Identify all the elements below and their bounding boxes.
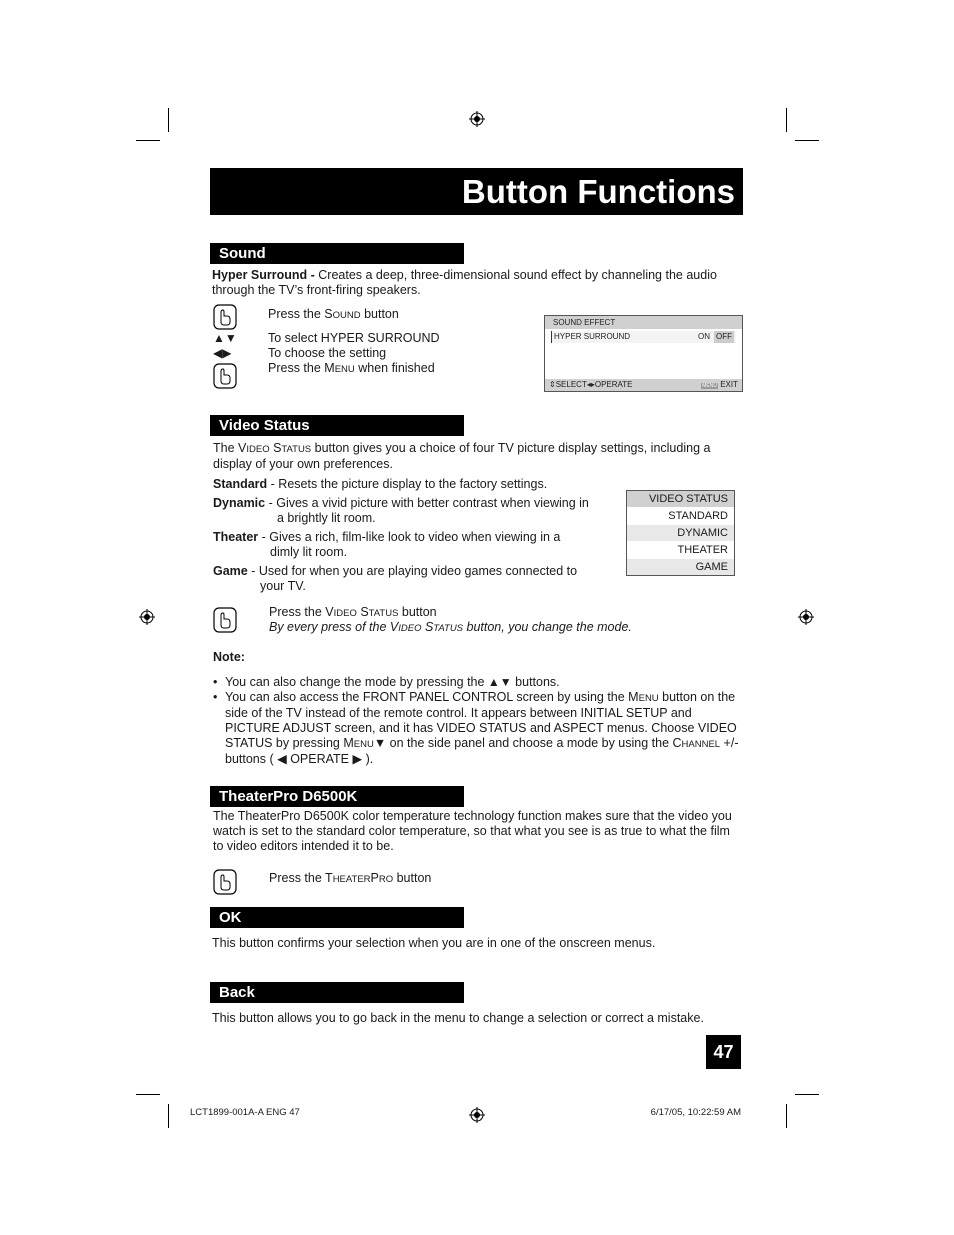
note-text: button on the side of the TV instead of the remote control. It appears between INITIAL SETUP and PICTURE ADJUST screen, and it has VIDEO STATUS and ASPECT menus. Choose VIDEO STATUS by pressing M xyxy=(225,690,737,750)
press-text: Press the V xyxy=(269,605,334,619)
osd-operate-icon: ◂▸ xyxy=(586,380,595,389)
video-status-press xyxy=(269,605,437,621)
note-label: Note: xyxy=(213,650,245,664)
back-text: This button allows you to go back in the menu to change a selection or correct a mistake. xyxy=(212,1011,704,1025)
every-text: button, you change the mode. xyxy=(463,620,632,634)
left-right-arrows-icon: ◀▶ xyxy=(213,346,232,360)
sound-step-2: To select HYPER SURROUND xyxy=(268,331,440,345)
intro-smallcaps: TATUS xyxy=(281,444,312,455)
osd-item: HYPER SURROUND xyxy=(554,332,631,341)
osd-operate: OPERATE xyxy=(594,380,633,389)
theaterpro-press xyxy=(269,871,431,887)
registration-mark-icon xyxy=(798,609,814,625)
note-text: +/- buttons ( ◀ OPERATE ▶ ). xyxy=(225,736,739,766)
note-text: buttons. xyxy=(511,675,560,689)
osd-exit-group xyxy=(701,379,738,392)
press-text: S xyxy=(356,605,369,619)
osd-row-hyper-surround xyxy=(551,331,736,343)
crop-mark xyxy=(786,1104,787,1128)
up-down-arrows-icon: ▲▼ xyxy=(487,675,512,689)
osd-menu-key: MENU xyxy=(702,383,717,389)
osd-footer xyxy=(545,379,742,391)
press-smallcaps: HEATER xyxy=(332,874,371,885)
intro-text: Creates a deep, three-dimensional sound effect by channeling the audio through the TV’s front-firing speakers. xyxy=(212,268,717,297)
section-heading-sound: Sound xyxy=(210,243,464,264)
osd-on: ON xyxy=(698,332,710,341)
step-text: Press the S xyxy=(268,307,333,321)
mode-text: - Resets the picture display to the factory settings. xyxy=(267,477,548,491)
ok-text: This button confirms your selection when you are in one of the onscreen menus. xyxy=(212,936,656,950)
every-smallcaps: IDEO xyxy=(398,623,422,634)
note-smallcaps: ENU xyxy=(638,693,659,704)
mode-term: Dynamic xyxy=(213,496,266,510)
press-button-hand-icon xyxy=(213,607,237,633)
press-smallcaps: IDEO xyxy=(333,608,357,619)
section-heading-back: Back xyxy=(210,982,464,1003)
mode-theater-line2: dimly lit room. xyxy=(270,545,348,559)
crop-mark xyxy=(786,108,787,132)
note-text: You can also access the FRONT PANEL CONTROL screen by using the M xyxy=(225,690,639,704)
section-heading-theaterpro: TheaterPro D6500K xyxy=(210,786,464,807)
footer-right: 6/17/05, 10:22:59 AM xyxy=(650,1107,741,1118)
sound-step-3: To choose the setting xyxy=(268,346,387,360)
step-text: when finished xyxy=(354,361,435,375)
press-button-hand-icon xyxy=(213,304,237,330)
note-item-2 xyxy=(213,690,743,767)
section-heading-video-status: Video Status xyxy=(210,415,464,436)
note-smallcaps: ENU xyxy=(353,739,374,750)
section-heading-ok: OK xyxy=(210,907,464,928)
mode-text: - Gives a rich, film-like look to video when viewing in a xyxy=(258,530,561,544)
page-number: 47 xyxy=(706,1035,741,1069)
menu-title: VIDEO STATUS xyxy=(627,491,734,508)
theaterpro-text: The TheaterPro D6500K color temperature technology function makes sure that the video you watch is set to the standard color temperature, so that what you see is as true to what the film to video editors intended it to be. xyxy=(213,809,732,853)
crop-mark xyxy=(795,140,819,141)
step-text: Press the M xyxy=(268,361,335,375)
step-smallcaps: OUND xyxy=(332,310,361,321)
footer-left: LCT1899-001A-A ENG 47 xyxy=(190,1107,300,1118)
press-text: button xyxy=(393,871,432,885)
sound-intro xyxy=(212,268,732,298)
crop-mark xyxy=(168,108,169,132)
sound-step-1 xyxy=(268,307,399,323)
press-text: button xyxy=(398,605,437,619)
press-button-hand-icon xyxy=(213,869,237,895)
video-status-menu xyxy=(626,490,735,576)
mode-standard xyxy=(213,477,547,492)
mode-dynamic-line2: a brightly lit room. xyxy=(277,511,376,525)
press-button-hand-icon xyxy=(213,363,237,389)
menu-item-game: GAME xyxy=(627,559,734,575)
registration-mark-icon xyxy=(469,1107,485,1123)
video-status-intro xyxy=(213,441,733,472)
page-title: Button Functions xyxy=(210,168,743,215)
bullet: • xyxy=(213,690,218,704)
intro-text: S xyxy=(269,441,282,455)
menu-item-standard: STANDARD xyxy=(627,508,734,525)
sound-step-4 xyxy=(268,361,435,377)
note-item-1 xyxy=(213,675,743,690)
every-text: By every press of the V xyxy=(269,620,399,634)
mode-theater xyxy=(213,530,560,545)
video-status-every-press xyxy=(269,620,632,636)
note-text: You can also change the mode by pressing the xyxy=(225,675,488,689)
mode-dynamic xyxy=(213,496,589,511)
crop-mark xyxy=(168,1104,169,1128)
intro-term: Hyper Surround - xyxy=(212,268,315,282)
registration-mark-icon xyxy=(469,111,485,127)
press-text: Press the T xyxy=(269,871,333,885)
intro-smallcaps: IDEO xyxy=(246,444,270,455)
every-smallcaps: TATUS xyxy=(433,623,464,634)
crop-mark xyxy=(795,1094,819,1095)
intro-text: The V xyxy=(213,441,247,455)
mode-term: Game xyxy=(213,564,248,578)
osd-off: OFF xyxy=(716,332,732,341)
menu-item-dynamic: DYNAMIC xyxy=(627,525,734,542)
note-list xyxy=(213,675,743,767)
note-text: ▼ on the side panel and choose a mode by using the C xyxy=(373,736,682,750)
press-smallcaps: TATUS xyxy=(368,608,399,619)
osd-title: SOUND EFFECT xyxy=(545,316,742,329)
every-text: S xyxy=(421,620,434,634)
osd-exit: EXIT xyxy=(720,380,738,389)
menu-item-theater: THEATER xyxy=(627,542,734,559)
crop-mark xyxy=(136,1094,160,1095)
note-smallcaps: HANNEL xyxy=(681,739,721,750)
osd-select-icon: ⇕ xyxy=(549,380,556,389)
mode-game xyxy=(213,564,577,579)
press-text: P xyxy=(370,871,379,885)
mode-text: - Gives a vivid picture with better contrast when viewing in xyxy=(265,496,589,510)
bullet: • xyxy=(213,675,218,689)
up-down-arrows-icon: ▲▼ xyxy=(213,331,237,345)
registration-mark-icon xyxy=(139,609,155,625)
step-text: button xyxy=(360,307,399,321)
mode-term: Theater xyxy=(213,530,259,544)
mode-term: Standard xyxy=(213,477,268,491)
mode-text: - Used for when you are playing video games connected to xyxy=(247,564,578,578)
intro-text: button gives you a choice of four TV picture display settings, including a display of your own preferences. xyxy=(213,441,711,471)
mode-game-line2: your TV. xyxy=(260,579,306,593)
sound-effect-osd xyxy=(544,315,743,392)
press-smallcaps: RO xyxy=(378,874,394,885)
osd-select: SELECT xyxy=(555,380,587,389)
crop-mark xyxy=(136,140,160,141)
step-smallcaps: ENU xyxy=(334,364,355,375)
